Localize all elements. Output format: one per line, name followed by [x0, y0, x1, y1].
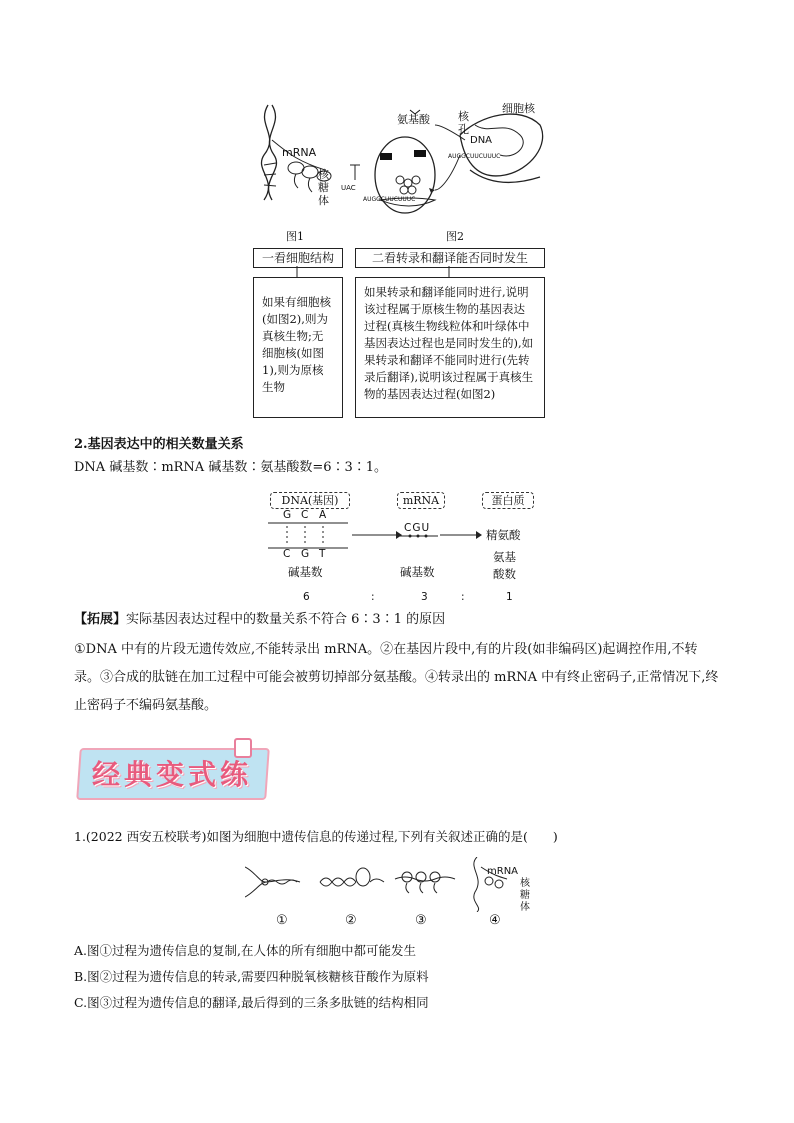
fig1-caption: 图1: [286, 230, 304, 243]
fig2-seq2-label: AUGGCUUCUUUC: [363, 196, 416, 203]
fig2-uac-label: UAC: [341, 184, 356, 192]
extension-heading: [74, 606, 724, 633]
ratio-colon-2: :: [461, 591, 465, 603]
mrna-label: mRNA: [397, 492, 445, 509]
dna-top-base-2: C: [301, 509, 309, 521]
extension-title: 实际基因表达过程中的数量关系不符合 6∶3∶1 的原因: [126, 612, 446, 627]
mrna-sequence: CGU: [404, 522, 431, 534]
fig2-seq1-label: AUGGCUUCUUUC: [448, 153, 501, 160]
q-fig4-ribosome-label: 核糖体: [520, 878, 530, 913]
amino-acid-name: 精氨酸: [486, 528, 521, 542]
fig1-ribosome-label: 核糖体: [318, 168, 329, 207]
q-label-4: ④: [489, 913, 501, 928]
q-fig4-mrna-label: mRNA: [487, 866, 519, 877]
ratio-num-mrna: 3: [421, 591, 428, 603]
amino-count-caption-2: 酸数: [493, 567, 516, 581]
fig2-amino-acid-label: 氨基酸: [397, 113, 430, 126]
protein-label: 蛋白质: [482, 492, 534, 509]
dna-bottom-base-3: T: [319, 548, 326, 560]
fig2-caption: 图2: [446, 230, 464, 243]
dna-top-base-1: G: [283, 509, 292, 521]
fig2-nucleus-label: 细胞核: [502, 102, 535, 115]
mrna-strand: [398, 533, 438, 539]
banner-text: 经典变式练: [92, 758, 253, 791]
ratio-num-amino: 1: [506, 591, 513, 603]
dna-top-base-3: A: [319, 509, 327, 521]
mrna-base-count-caption: 碱基数: [400, 565, 435, 579]
section2-heading: 2.基因表达中的相关数量关系: [74, 437, 244, 452]
option-b[interactable]: B.图②过程为遗传信息的转录,需要四种脱氧核糖核苷酸作为原料: [74, 969, 429, 984]
arrow-dna-to-mrna: [352, 530, 402, 540]
box2-body: 如果转录和翻译能同时进行,说明该过程属于原核生物的基因表达过程(真核生物线粒体和叶绿体中基因表达过程也是同时发生的),如果转录和翻译不能同时进行(先转录后翻译),说明该过程属于真核生物的基因表达过程(如图2): [355, 277, 545, 418]
fig2-pore-label: 核孔: [458, 110, 469, 136]
fig2-dna-label: DNA: [470, 135, 493, 146]
amino-count-caption-1: 氨基: [493, 550, 516, 564]
extension-paragraph: ①DNA 中有的片段无遗传效应,不能转录出 mRNA。②在基因片段中,有的片段(如非编码区)起调控作用,不转录。③合成的肽链在加工过程中可能会被剪切掉部分氨基酸。④转录出的 mRNA 中有终止密码子,正常情况下,终止密码子不编码氨基酸。: [74, 642, 719, 713]
dna-base-count-caption: 碱基数: [288, 565, 323, 579]
q-label-1: ①: [276, 913, 288, 928]
arrow-mrna-to-protein: [440, 530, 482, 540]
extension-tag: 【拓展】: [74, 612, 127, 627]
box2-title: 二看转录和翻译能否同时发生: [355, 248, 545, 268]
question-stem: 1.(2022 西安五校联考)如图为细胞中遗传信息的传递过程,下列有关叙述正确的是( ): [74, 829, 558, 844]
option-c[interactable]: C.图③过程为遗传信息的翻译,最后得到的三条多肽链的结构相同: [74, 995, 429, 1010]
ratio-num-dna: 6: [303, 591, 310, 603]
box1-title: 一看细胞结构: [253, 248, 343, 268]
ratio-line: DNA 碱基数∶mRNA 碱基数∶氨基酸数=6∶3∶1。: [74, 460, 388, 475]
q-label-3: ③: [415, 913, 427, 928]
dna-bottom-base-2: G: [301, 548, 310, 560]
ratio-colon-1: :: [371, 591, 375, 603]
banner: [78, 748, 266, 798]
q-label-2: ②: [345, 913, 357, 928]
fig1-mrna-label: mRNA: [282, 146, 317, 159]
dna-bottom-base-1: C: [283, 548, 291, 560]
box1-body: 如果有细胞核(如图2),则为真核生物;无细胞核(如图1),则为原核生物: [253, 277, 343, 418]
dna-gene-label: DNA(基因): [270, 492, 350, 509]
option-a[interactable]: A.图①过程为遗传信息的复制,在人体的所有细胞中都可能发生: [74, 943, 416, 958]
